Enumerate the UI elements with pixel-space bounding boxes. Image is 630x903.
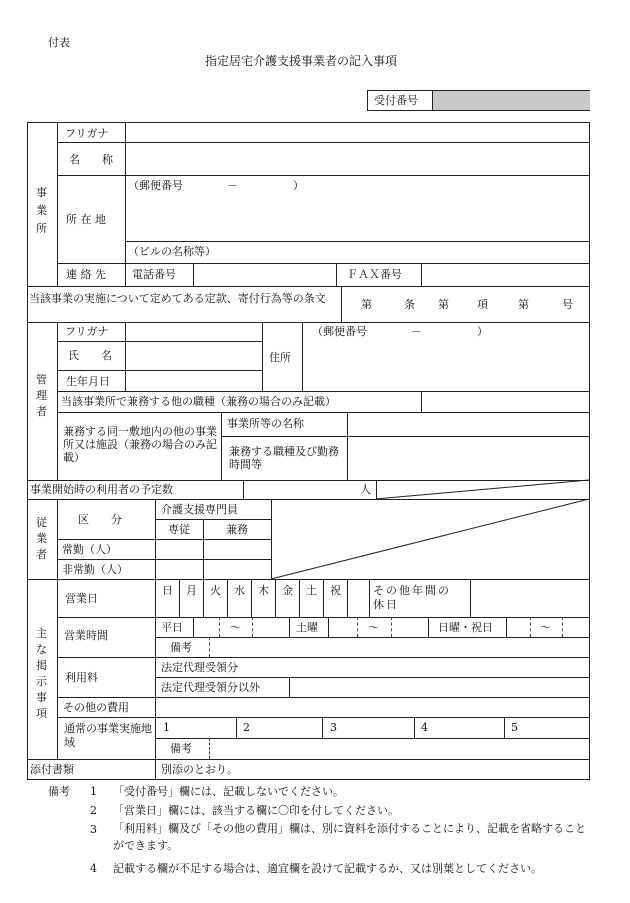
form-title: 指定居宅介護支援事業者の記入事項 [205,54,398,68]
day-sun[interactable]: 日 [162,584,173,597]
staff-regular-label: 常勤（人） [62,543,117,556]
hours-saturday-label: 土曜 [296,621,318,634]
note-num-3: 3 [90,823,97,836]
day-holiday[interactable]: 祝 [330,584,341,597]
day-fri[interactable]: 金 [282,584,293,597]
manager-furigana-label: フリガナ [65,325,109,338]
manager-concurrent-label: 当該事業所で兼務する他の職種（兼務の場合のみ記載） [61,395,336,408]
day-thu[interactable]: 木 [258,584,269,597]
attachment-label: 付表 [48,36,70,49]
note-num-2: 2 [90,804,97,817]
facility-job-label: 兼務する職種及び勤務時間等 [229,445,339,471]
area-remarks-label: 備考 [170,742,192,755]
notes-title: 備考 [48,785,70,798]
annual-holidays-label: その他年間の休日 [373,584,451,611]
day-wed[interactable]: 水 [234,584,245,597]
staff-category-label: 区 分 [78,513,122,526]
staff-fulltime-label: 専従 [168,523,190,536]
area-3: 3 [330,721,337,734]
hours-holiday-tilde: ～ [540,621,551,634]
staff-part-label: 非常勤（人） [62,563,128,576]
office-contact-label: 連 絡 先 [66,268,106,281]
note-text-3: 「利用料」欄及び「その他の費用」欄は、別に資料を添付することにより、記載を省略することができます。 [113,822,586,853]
facility-name-label: 事業所等の名称 [227,417,304,430]
staff-group-label: 従業者 [36,516,47,561]
fee-label: 利用料 [65,671,98,684]
users-label: 事業開始時の利用者の予定数 [30,483,173,496]
staff-concurrent-label: 兼務 [226,523,248,536]
area-4: 4 [421,721,428,734]
article-go: 号 [562,298,573,311]
note-text-4: 記載する欄が不足する場合は、適宜欄を設けて記載するか、又は別葉としてください。 [113,862,542,875]
office-furigana-label: フリガナ [65,127,109,140]
office-tel-label: 電話番号 [132,268,176,281]
day-tue[interactable]: 火 [210,584,221,597]
day-mon[interactable]: 月 [186,584,197,597]
day-sat[interactable]: 土 [306,584,317,597]
article-ko: 項 [477,298,488,311]
attached-value: 別添のとおり。 [161,763,238,776]
office-group-label: 事業所 [36,186,47,235]
manager-address-label: 住所 [269,351,291,364]
manager-name-label: 氏 名 [68,349,112,362]
staff-care-manager-label: 介護支援専門員 [161,503,238,516]
article-dai-2: 第 [438,298,449,311]
note-num-1: 1 [90,785,97,798]
office-fax-label: ＦＡＸ番号 [347,268,402,281]
business-days-label: 営業日 [65,592,98,605]
manager-other-facility-label: 兼務する同一敷地内の他の事業所又は施設（兼務の場合のみ記載） [63,425,217,464]
hours-saturday-tilde: ～ [368,621,379,634]
hours-label: 営業時間 [64,629,108,642]
fee-other-label: 法定代理受領分以外 [161,681,260,694]
other-cost-label: その他の費用 [63,701,129,714]
office-building: （ビルの名称等） [128,245,216,258]
article-jo: 条 [404,298,415,311]
hours-remarks-label: 備考 [170,641,192,654]
hours-weekday-label: 平日 [161,621,183,634]
office-name-label: 名 称 [69,153,113,166]
note-num-4: 4 [90,862,97,875]
fee-agent-label: 法定代理受領分 [161,661,238,674]
note-text-2: 「営業日」欄には、該当する欄に〇印を付してください。 [113,804,399,817]
manager-postal: （郵便番号 － ） [312,325,488,338]
note-text-1: 「受付番号」欄には、記載しないでください。 [113,785,344,798]
receipt-label: 受付番号 [374,94,418,107]
area-2: 2 [243,721,250,734]
manager-birthdate-label: 生年月日 [66,375,110,388]
area-1: 1 [163,721,170,734]
area-5: 5 [511,721,518,734]
article-dai-1: 第 [361,298,372,311]
articles-label: 当該事業の実施について定めてある定款、寄付行為等の条文 [29,292,326,305]
attached-label: 添付書類 [30,763,74,776]
service-area-label: 通常の事業実施地域 [64,722,152,749]
hours-weekday-tilde: ～ [230,621,241,634]
users-unit: 人 [360,483,371,496]
office-postal: （郵便番号 － ） [128,179,304,192]
main-group-label: 主な掲示事項 [36,627,47,720]
office-address-label: 所 在 地 [66,213,106,226]
manager-group-label: 管理者 [36,373,47,418]
hours-holiday-label: 日曜・祝日 [438,621,493,634]
article-dai-3: 第 [518,298,529,311]
